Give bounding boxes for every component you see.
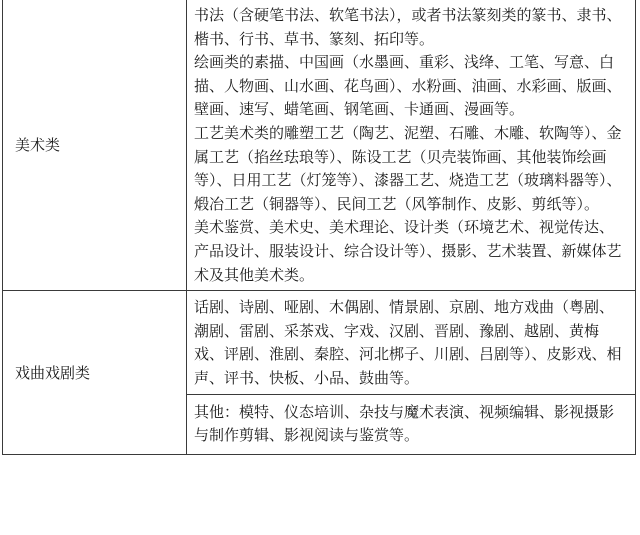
- paragraph-drama-list: 话剧、诗剧、哑剧、木偶剧、情景剧、京剧、地方戏曲（粤剧、潮剧、雷剧、采茶戏、字戏、汉剧、晋剧、豫剧、越剧、黄梅戏、评剧、淮剧、秦腔、河北梆子、川剧、吕剧等）、皮影戏、相声、评书、快板、小品、鼓曲等。: [194, 298, 622, 387]
- description-cell-other: [187, 394, 636, 454]
- table-row: [3, 291, 636, 394]
- paragraph-crafts: 工艺美术类的雕塑工艺（陶艺、泥塑、石雕、木雕、软陶等）、金属工艺（掐丝珐琅等）、陈设工艺（贝壳装饰画、其他装饰绘画等）、日用工艺（灯笼等）、漆器工艺、烧造工艺（玻璃料器等）、煅冶工艺（铜器等）、民间工艺（风筝制作、皮影、剪纸等）。: [194, 123, 622, 213]
- paragraph-art-theory: 美术鉴赏、美术史、美术理论、设计类（环境艺术、视觉传达、产品设计、服装设计、综合设计等）、摄影、艺术装置、新媒体艺术及其他美术类。: [194, 218, 622, 284]
- category-table: [2, 0, 636, 455]
- paragraph-other: 其他：模特、仪态培训、杂技与魔术表演、视频编辑、影视摄影与制作剪辑、影视阅读与鉴赏等。: [194, 402, 615, 445]
- description-cell-drama: [187, 291, 636, 394]
- description-cell-fine-arts: [187, 0, 636, 291]
- paragraph-calligraphy: 书法（含硬笔书法、软笔书法），或者书法篆刻类的篆书、隶书、楷书、行书、草书、篆刻、拓印等。: [194, 6, 622, 48]
- category-cell-drama: 戏曲戏剧类: [3, 291, 187, 455]
- table-row: [3, 0, 636, 291]
- paragraph-painting: 绘画类的素描、中国画（水墨画、重彩、浅绛、工笔、写意、白描、人物画、山水画、花鸟画）、水粉画、油画、水彩画、版画、壁画、速写、蜡笔画、钢笔画、卡通画、漫画等。: [194, 53, 622, 119]
- category-cell-fine-arts: 美术类: [3, 0, 187, 291]
